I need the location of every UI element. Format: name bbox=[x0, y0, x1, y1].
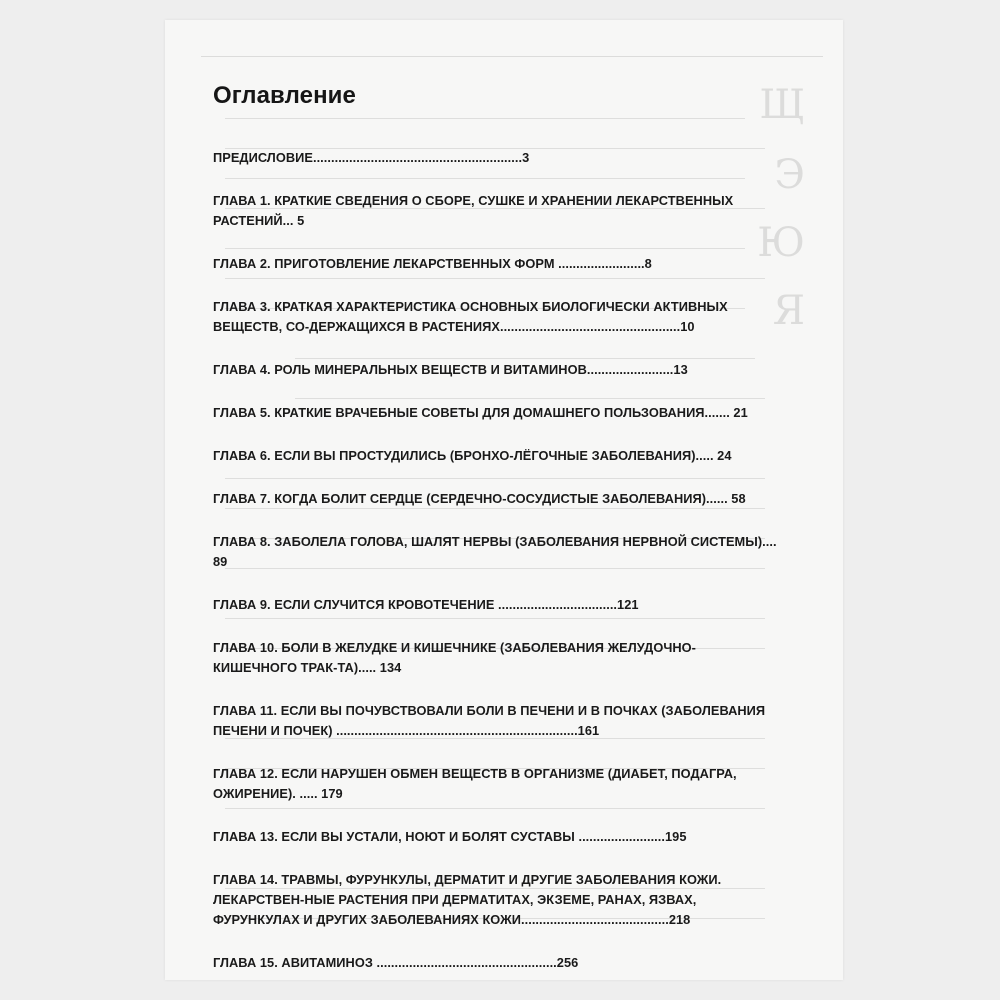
toc-entry-preface: ПРЕДИСЛОВИЕ..........................................................3 bbox=[213, 150, 530, 165]
toc-list bbox=[213, 148, 778, 973]
toc-entry-chapter-1: ГЛАВА 1. КРАТКИЕ СВЕДЕНИЯ О СБОРЕ, СУШКЕ И ХРАНЕНИИ ЛЕКАРСТВЕННЫХ РАСТЕНИЙ... 5 bbox=[213, 193, 734, 228]
bleed-through-text: Щ Э Ю Я bbox=[165, 20, 843, 980]
toc-entry-chapter-12: ГЛАВА 12. ЕСЛИ НАРУШЕН ОБМЕН ВЕЩЕСТВ В ОРГАНИЗМЕ (ДИАБЕТ, ПОДАГРА, ОЖИРЕНИЕ). ..... 179 bbox=[213, 766, 737, 801]
table-of-contents bbox=[213, 82, 778, 973]
toc-entry-chapter-4: ГЛАВА 4. РОЛЬ МИНЕРАЛЬНЫХ ВЕЩЕСТВ И ВИТАМИНОВ........................13 bbox=[213, 362, 688, 377]
toc-entry-chapter-14: ГЛАВА 14. ТРАВМЫ, ФУРУНКУЛЫ, ДЕРМАТИТ И ДРУГИЕ ЗАБОЛЕВАНИЯ КОЖИ. ЛЕКАРСТВЕН-НЫЕ РАСТЕНИЯ ПРИ ДЕРМАТИТАХ, ЭКЗЕМЕ, РАНАХ, ЯЗВАХ, ФУРУНКУЛАХ И ДРУГИХ ЗАБОЛЕВАНИЯХ КОЖИ.........................................218 bbox=[213, 872, 722, 927]
toc-entry-chapter-3: ГЛАВА 3. КРАТКАЯ ХАРАКТЕРИСТИКА ОСНОВНЫХ БИОЛОГИЧЕСКИ АКТИВНЫХ ВЕЩЕСТВ, СО-ДЕРЖАЩИХСЯ В РАСТЕНИЯХ..................................................10 bbox=[213, 299, 728, 334]
toc-entry-chapter-13: ГЛАВА 13. ЕСЛИ ВЫ УСТАЛИ, НОЮТ И БОЛЯТ СУСТАВЫ ........................195 bbox=[213, 829, 687, 844]
toc-entry-chapter-10: ГЛАВА 10. БОЛИ В ЖЕЛУДКЕ И КИШЕЧНИКЕ (ЗАБОЛЕВАНИЯ ЖЕЛУДОЧНО-КИШЕЧНОГО ТРАК-ТА)..... 134 bbox=[213, 640, 696, 675]
toc-entry-chapter-2: ГЛАВА 2. ПРИГОТОВЛЕНИЕ ЛЕКАРСТВЕННЫХ ФОРМ ........................8 bbox=[213, 256, 652, 271]
toc-entry-chapter-6: ГЛАВА 6. ЕСЛИ ВЫ ПРОСТУДИЛИСЬ (БРОНХО-ЛЁГОЧНЫЕ ЗАБОЛЕВАНИЯ)..... 24 bbox=[213, 448, 732, 463]
toc-entry-chapter-7: ГЛАВА 7. КОГДА БОЛИТ СЕРДЦЕ (СЕРДЕЧНО-СОСУДИСТЫЕ ЗАБОЛЕВАНИЯ)...... 58 bbox=[213, 491, 746, 506]
toc-entry-chapter-15: ГЛАВА 15. АВИТАМИНОЗ ..................................................256 bbox=[213, 955, 579, 970]
toc-entry-chapter-9: ГЛАВА 9. ЕСЛИ СЛУЧИТСЯ КРОВОТЕЧЕНИЕ .................................121 bbox=[213, 597, 639, 612]
toc-entry-chapter-5: ГЛАВА 5. КРАТКИЕ ВРАЧЕБНЫЕ СОВЕТЫ ДЛЯ ДОМАШНЕГО ПОЛЬЗОВАНИЯ....... 21 bbox=[213, 405, 748, 420]
toc-entry-chapter-11: ГЛАВА 11. ЕСЛИ ВЫ ПОЧУВСТВОВАЛИ БОЛИ В ПЕЧЕНИ И В ПОЧКАХ (ЗАБОЛЕВАНИЯ ПЕЧЕНИ И ПОЧЕК) ...................................................................161 bbox=[213, 703, 766, 738]
book-page bbox=[165, 20, 843, 980]
toc-entry-chapter-8: ГЛАВА 8. ЗАБОЛЕЛА ГОЛОВА, ШАЛЯТ НЕРВЫ (ЗАБОЛЕВАНИЯ НЕРВНОЙ СИСТЕМЫ).... 89 bbox=[213, 534, 777, 569]
page-title: Оглавление bbox=[213, 82, 356, 109]
